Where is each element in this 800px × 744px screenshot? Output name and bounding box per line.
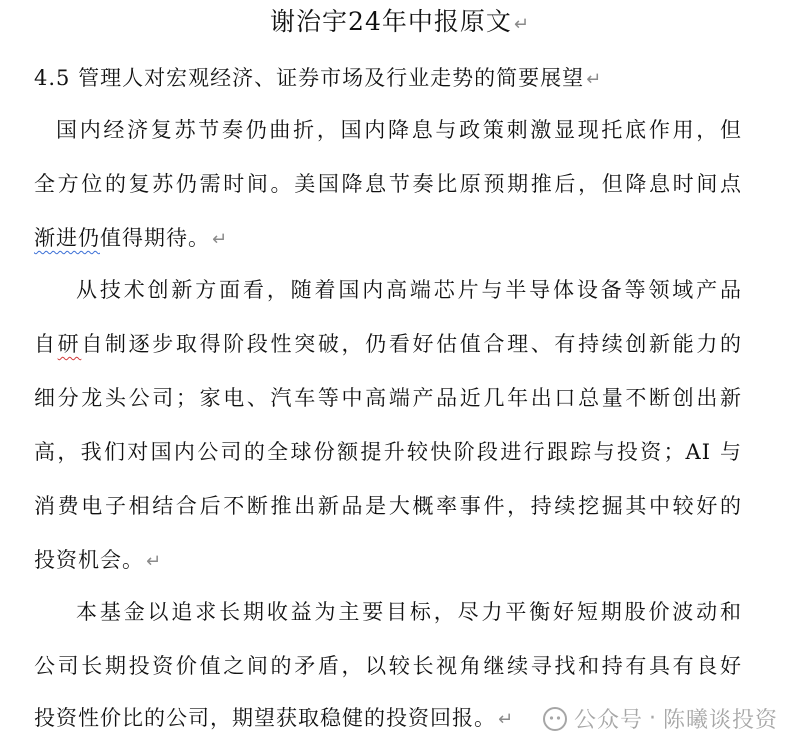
paragraph-mark: ↵ (513, 14, 530, 35)
paragraph-mark: ↵ (212, 229, 229, 250)
watermark-label: 公众号 (573, 708, 643, 733)
wechat-official-account-icon (542, 706, 568, 732)
watermark-account-name: 陈曦谈投资 (662, 708, 778, 733)
section-heading (34, 62, 602, 96)
paragraph-2-line-4: 高，我们对国内公司的全球份额提升较快阶段进行跟踪与投资；AI 与 (34, 440, 742, 464)
title-text: 谢治宇24年中报原文 (270, 7, 512, 36)
paragraph-1-line-1: 国内经济复苏节奏仍曲折，国内降息与政策刺激显现托底作用，但 (56, 118, 742, 142)
paragraph-mark: ↵ (146, 551, 163, 572)
spelling-flagged-text: 研 (57, 332, 82, 356)
paragraph-3-line-1: 本基金以追求长期收益为主要目标，尽力平衡好短期股价波动和 (76, 600, 742, 624)
paragraph-2-line-2: 自研自制逐步取得阶段性突破，仍看好估值合理、有持续创新能力的 (34, 332, 742, 356)
paragraph-1-line-2: 全方位的复苏仍需时间。美国降息节奏比原预期推后，但降息时间点 (34, 172, 742, 196)
paragraph-1-line-3: 渐进仍值得期待。 ↵ (34, 226, 229, 250)
watermark-separator: · (648, 706, 657, 731)
paragraph-3-line-2: 公司长期投资价值之间的矛盾，以较长视角继续寻找和持有具有良好 (34, 654, 742, 678)
paragraph-2-line-3: 细分龙头公司；家电、汽车等中高端产品近几年出口总量不断创出新 (34, 386, 742, 410)
document-title (0, 4, 800, 43)
paragraph-mark: ↵ (498, 709, 515, 730)
paragraph-2-line-6: 投资机会。 ↵ (34, 548, 163, 572)
paragraph-3-line-3: 投资性价比的公司，期望获取稳健的投资回报。 ↵ (34, 706, 515, 730)
grammar-flagged-text: 渐进仍 (34, 226, 100, 250)
paragraph-2-line-5: 消费电子相结合后不断推出新品是大概率事件，持续挖掘其中较好的 (34, 494, 742, 518)
paragraph-mark: ↵ (586, 69, 603, 90)
watermark (542, 703, 778, 734)
section-heading-text: 4.5 管理人对宏观经济、证券市场及行业走势的简要展望 (34, 66, 585, 90)
paragraph-2-line-1: 从技术创新方面看，随着国内高端芯片与半导体设备等领域产品 (76, 278, 742, 302)
